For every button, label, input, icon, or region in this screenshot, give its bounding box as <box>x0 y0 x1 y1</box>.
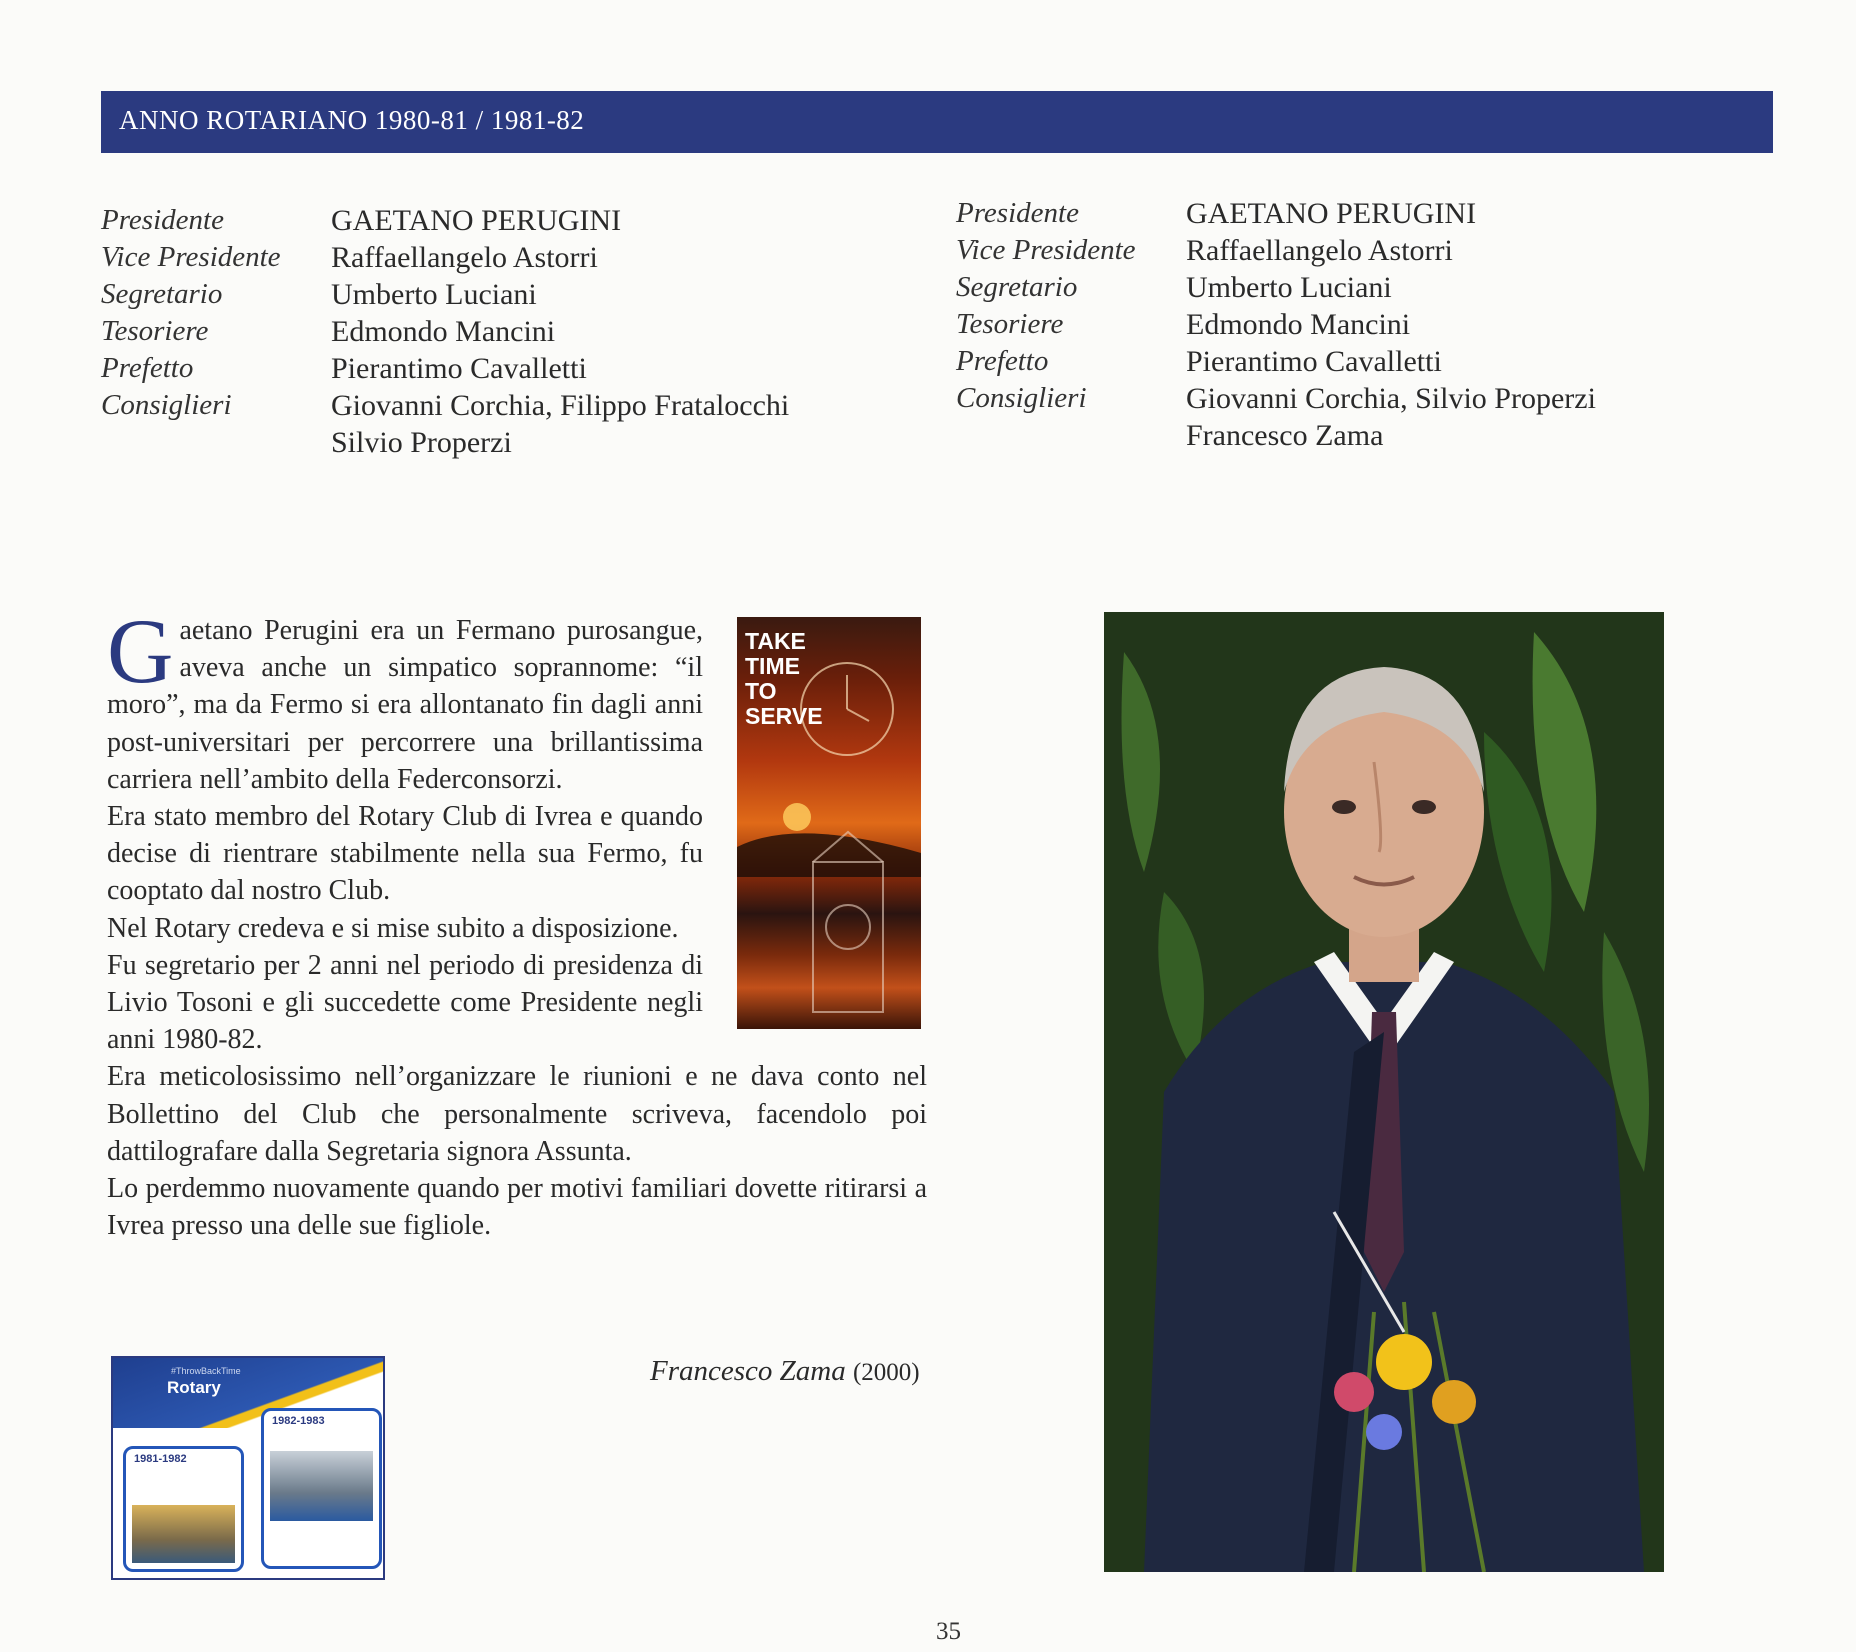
role-label: Vice Presidente <box>101 241 281 273</box>
article-signature <box>650 1355 920 1388</box>
rotary-throwback-thumbnail <box>111 1356 385 1580</box>
officer-name: Giovanni Corchia, Filippo Fratalocchi <box>331 389 790 422</box>
officers-list-1980-81 <box>101 202 789 461</box>
officer-name: Pierantimo Cavalletti <box>1186 345 1442 378</box>
author-name: Francesco Zama <box>650 1355 846 1387</box>
role-label: Consiglieri <box>101 389 232 421</box>
officer-name: Raffaellangelo Astorri <box>331 241 598 274</box>
role-label: Vice Presidente <box>956 234 1136 266</box>
article-paragraph: Nel Rotary credeva e si mise subito a disposizione. <box>107 912 679 944</box>
article-paragraph: Era meticolosissimo nell’organizzare le riunioni e ne dava conto nel Bollettino del Club che personalmente scriveva, facendolo poi dattilografare dalla Segretaria signora Assunta. <box>107 1061 927 1167</box>
rotary-logo: Rotary <box>167 1378 221 1397</box>
card-image <box>132 1505 235 1563</box>
author-year: (2000) <box>852 1359 920 1386</box>
page-number: 35 <box>936 1618 961 1645</box>
article-paragraph <box>107 600 703 798</box>
card-image <box>270 1451 373 1521</box>
officers-list-1981-82 <box>956 195 1596 454</box>
role-label: Tesoriere <box>956 308 1064 340</box>
officer-name: GAETANO PERUGINI <box>331 204 622 237</box>
officer-name: Silvio Properzi <box>331 426 512 459</box>
role-label: Consiglieri <box>956 382 1087 414</box>
section-title: ANNO ROTARIANO 1980-81 / 1981-82 <box>119 105 585 135</box>
officer-name: Umberto Luciani <box>1186 271 1392 304</box>
article-paragraph: Lo perdemmo nuovamente quando per motivi familiari dovette ritirarsi a Ivrea presso una delle sue figliole. <box>107 1173 927 1242</box>
officer-name: GAETANO PERUGINI <box>1186 197 1477 230</box>
officer-name: Raffaellangelo Astorri <box>1186 234 1453 267</box>
take-time-to-serve-poster <box>737 617 921 1029</box>
bulletin-card-1982 <box>261 1408 382 1569</box>
bulletin-card-1981 <box>123 1446 244 1572</box>
card-year-label: 1981-1982 <box>134 1453 187 1465</box>
role-label: Prefetto <box>956 345 1049 377</box>
officer-name: Umberto Luciani <box>331 278 537 311</box>
article-first-text: aetano Perugini era un Fermano purosangue, aveva anche un simpatico soprannome: “il moro”, ma da Fermo si era allontanato fin dagli anni post-universitari per percorrere una brillantissima carriera nell’ambito della Federconsorzi. <box>107 615 703 795</box>
poster-slogan: TAKE TIME TO SERVE <box>745 628 823 729</box>
portrait-photo <box>1104 612 1664 1572</box>
article-paragraph: Fu segretario per 2 anni nel periodo di presidenza di Livio Tosoni e gli succedette come Presidente negli anni 1980-82. <box>107 949 703 1056</box>
officer-name: Francesco Zama <box>1186 419 1384 452</box>
card-year-label: 1982-1983 <box>272 1415 325 1427</box>
article-paragraph: Era stato membro del Rotary Club di Ivrea e quando decise di rientrare stabilmente nella sua Fermo, fu cooptato dal nostro Club. <box>107 801 703 907</box>
officer-name: Giovanni Corchia, Silvio Properzi <box>1186 382 1596 415</box>
thumbnail-hashtag: #ThrowBackTime <box>171 1366 241 1376</box>
officer-name: Edmondo Mancini <box>1186 308 1411 341</box>
section-banner <box>101 91 1773 153</box>
role-label: Presidente <box>101 204 224 236</box>
role-label: Tesoriere <box>101 315 209 347</box>
officer-name: Pierantimo Cavalletti <box>331 352 587 385</box>
role-label: Presidente <box>956 197 1079 229</box>
role-label <box>101 424 331 461</box>
officer-name: Edmondo Mancini <box>331 315 556 348</box>
portrait-illustration <box>1104 612 1664 1572</box>
dropcap-letter: G <box>107 600 174 702</box>
role-label <box>956 417 1186 454</box>
role-label: Segretario <box>956 271 1078 303</box>
role-label: Segretario <box>101 278 223 310</box>
role-label: Prefetto <box>101 352 194 384</box>
